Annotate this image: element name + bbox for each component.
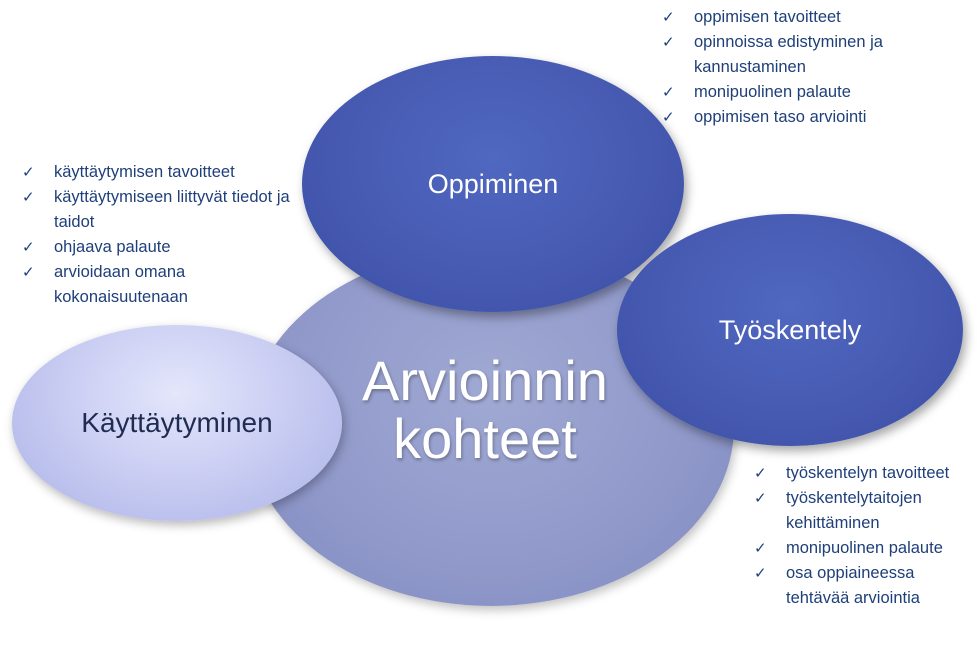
list-item-text: oppimisen tavoitteet [694,8,841,26]
list-item-text: oppimisen taso arviointi [694,108,867,126]
list-item-text: työskentelyn tavoitteet [786,464,950,482]
kayttaytyminen-title: Käyttäytyminen [81,407,273,438]
list-item-text: ohjaava palaute [54,238,171,256]
center-title-line2: kohteet [393,407,577,470]
list-item-text: käyttäytymisen tavoitteet [54,163,235,181]
list-item-text: opinnoissa edistyminen ja kannustaminen [694,33,883,76]
check-icon: ✓ [22,264,35,281]
kayttaytyminen-ellipse [12,325,342,521]
oppiminen-ellipse [302,56,684,312]
center-title [330,349,640,470]
check-icon: ✓ [662,109,675,126]
list-item-text: käyttäytymiseen liittyvät tiedot ja taidot [54,188,290,231]
list-item [18,260,308,310]
check-icon: ✓ [662,84,675,101]
check-icon: ✓ [662,34,675,51]
check-icon: ✓ [754,465,767,482]
tyoskentely-title: Työskentely [718,314,862,345]
oppiminen-title: Oppiminen [427,168,559,199]
list-item [750,461,970,486]
check-icon: ✓ [754,490,767,507]
list-item-text: monipuolinen palaute [786,539,943,557]
list-item [658,80,968,105]
kayttaytyminen-bullet-list [18,160,308,310]
list-item-text: arvioidaan omana kokonaisuutenaan [54,263,188,306]
check-icon: ✓ [662,9,675,26]
list-item [658,30,968,80]
tyoskentely-bullet-list [750,461,970,611]
list-item [658,5,968,30]
list-item [18,185,308,235]
list-item [18,160,308,185]
list-item [750,561,970,611]
list-item-text: osa oppiaineessa tehtävää arviointia [786,564,920,607]
center-title-line1: Arvioinnin [362,349,608,412]
list-item-text: monipuolinen palaute [694,83,851,101]
check-icon: ✓ [754,540,767,557]
list-item [658,105,968,130]
oppiminen-bullet-list [658,5,968,130]
tyoskentely-ellipse [617,214,963,446]
check-icon: ✓ [22,239,35,256]
list-item [750,536,970,561]
list-item [18,235,308,260]
list-item [750,486,970,536]
check-icon: ✓ [22,189,35,206]
check-icon: ✓ [22,164,35,181]
check-icon: ✓ [754,565,767,582]
list-item-text: työskentelytaitojen kehittäminen [786,489,922,532]
